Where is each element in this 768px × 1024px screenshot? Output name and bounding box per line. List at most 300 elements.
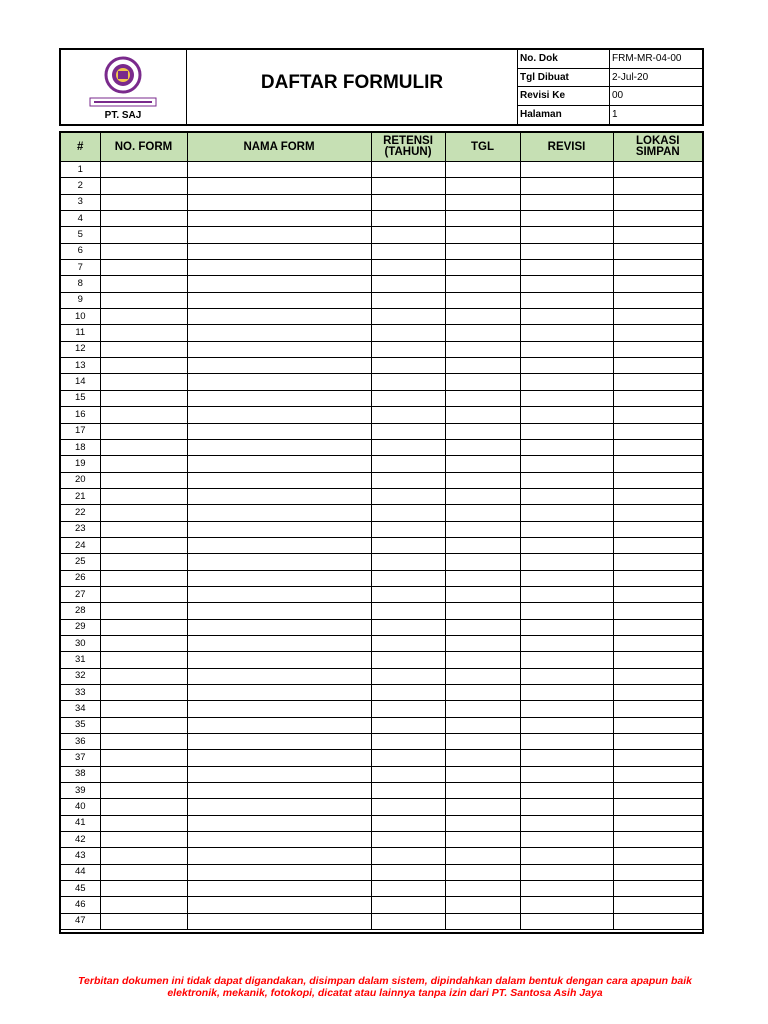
table-row xyxy=(61,750,702,766)
table-row xyxy=(61,766,702,782)
table-row xyxy=(61,832,702,848)
table-cell xyxy=(445,488,520,504)
meta-value: 1 xyxy=(612,108,618,120)
table-cell xyxy=(187,815,371,831)
document-header xyxy=(59,48,704,126)
row-number: 31 xyxy=(61,652,100,668)
table-cell xyxy=(100,668,187,684)
table-cell xyxy=(613,750,702,766)
table-cell xyxy=(371,570,445,586)
table-cell xyxy=(100,407,187,423)
row-number: 43 xyxy=(61,848,100,864)
table-cell xyxy=(445,211,520,227)
table-cell xyxy=(613,341,702,357)
table-cell xyxy=(187,570,371,586)
table-cell xyxy=(520,390,613,406)
table-cell xyxy=(520,309,613,325)
table-cell xyxy=(371,619,445,635)
table-cell xyxy=(520,635,613,651)
table-cell xyxy=(520,848,613,864)
table-cell xyxy=(100,537,187,553)
table-row xyxy=(61,178,702,194)
table-cell xyxy=(187,685,371,701)
table-cell xyxy=(445,783,520,799)
table-cell xyxy=(445,423,520,439)
table-row xyxy=(61,472,702,488)
table-cell xyxy=(187,603,371,619)
table-cell xyxy=(520,456,613,472)
table-cell xyxy=(613,260,702,276)
table-cell xyxy=(100,554,187,570)
table-cell xyxy=(520,619,613,635)
document-meta xyxy=(518,50,702,124)
row-number: 25 xyxy=(61,554,100,570)
table-cell xyxy=(613,668,702,684)
table-cell xyxy=(371,750,445,766)
table-cell xyxy=(520,864,613,880)
table-cell xyxy=(520,815,613,831)
table-cell xyxy=(371,832,445,848)
table-cell xyxy=(187,505,371,521)
table-cell xyxy=(520,505,613,521)
table-cell xyxy=(520,276,613,292)
table-cell xyxy=(613,178,702,194)
row-number: 1 xyxy=(61,162,100,178)
company-logo xyxy=(88,56,158,108)
table-cell xyxy=(371,586,445,602)
row-number: 27 xyxy=(61,586,100,602)
table-cell xyxy=(613,292,702,308)
row-number: 13 xyxy=(61,358,100,374)
table-cell xyxy=(187,864,371,880)
table-cell xyxy=(371,685,445,701)
table-cell xyxy=(613,162,702,178)
table-cell xyxy=(520,766,613,782)
table-cell xyxy=(445,292,520,308)
table-cell xyxy=(187,832,371,848)
table-cell xyxy=(520,488,613,504)
table-cell xyxy=(371,292,445,308)
table-cell xyxy=(371,423,445,439)
meta-label: No. Dok xyxy=(518,50,610,68)
table-cell xyxy=(613,505,702,521)
table-cell xyxy=(187,243,371,259)
table-cell xyxy=(371,358,445,374)
table-cell xyxy=(613,815,702,831)
table-cell xyxy=(445,750,520,766)
table-cell xyxy=(613,439,702,455)
table-cell xyxy=(187,913,371,929)
table-row xyxy=(61,292,702,308)
row-number: 12 xyxy=(61,341,100,357)
meta-value: 2-Jul-20 xyxy=(612,71,649,83)
table-cell xyxy=(445,227,520,243)
table-cell xyxy=(371,178,445,194)
row-number: 29 xyxy=(61,619,100,635)
table-cell xyxy=(520,341,613,357)
column-header: NO. FORM xyxy=(100,133,187,162)
row-number: 41 xyxy=(61,815,100,831)
table-cell xyxy=(520,570,613,586)
table-cell xyxy=(445,505,520,521)
table-cell xyxy=(613,783,702,799)
table-cell xyxy=(520,783,613,799)
row-number: 28 xyxy=(61,603,100,619)
table-cell xyxy=(520,881,613,897)
meta-value: 00 xyxy=(612,90,624,101)
row-number: 38 xyxy=(61,766,100,782)
table-cell xyxy=(613,603,702,619)
table-row xyxy=(61,439,702,455)
table-row xyxy=(61,521,702,537)
table-cell xyxy=(613,734,702,750)
table-cell xyxy=(520,685,613,701)
table-cell xyxy=(371,243,445,259)
table-cell xyxy=(100,570,187,586)
table-cell xyxy=(520,554,613,570)
table-cell xyxy=(100,358,187,374)
meta-label: Revisi Ke xyxy=(518,87,610,105)
table-cell xyxy=(100,423,187,439)
row-number: 30 xyxy=(61,635,100,651)
table-cell xyxy=(520,734,613,750)
meta-row xyxy=(518,106,702,125)
table-row xyxy=(61,211,702,227)
table-cell xyxy=(100,374,187,390)
table-cell xyxy=(613,635,702,651)
table-cell xyxy=(187,635,371,651)
table-cell xyxy=(100,619,187,635)
table-cell xyxy=(100,815,187,831)
table-cell xyxy=(613,864,702,880)
table-row xyxy=(61,864,702,880)
table-row xyxy=(61,783,702,799)
column-header: REVISI xyxy=(520,133,613,162)
table-cell xyxy=(371,783,445,799)
row-number: 42 xyxy=(61,832,100,848)
row-number: 9 xyxy=(61,292,100,308)
table-cell xyxy=(187,472,371,488)
column-header: TGL xyxy=(445,133,520,162)
table-cell xyxy=(187,619,371,635)
table-cell xyxy=(445,162,520,178)
table-cell xyxy=(613,701,702,717)
table-row xyxy=(61,799,702,815)
table-cell xyxy=(445,309,520,325)
table-cell xyxy=(520,913,613,929)
table-cell xyxy=(445,635,520,651)
table-cell xyxy=(371,668,445,684)
table-cell xyxy=(613,390,702,406)
table-cell xyxy=(100,750,187,766)
company-name: PT. SAJ xyxy=(104,110,142,121)
row-number: 46 xyxy=(61,897,100,913)
table-cell xyxy=(371,734,445,750)
table-cell xyxy=(371,456,445,472)
meta-row xyxy=(518,69,702,88)
table-cell xyxy=(100,913,187,929)
table-cell xyxy=(100,227,187,243)
table-cell xyxy=(613,472,702,488)
table-cell xyxy=(613,423,702,439)
table-cell xyxy=(445,456,520,472)
row-number: 47 xyxy=(61,913,100,929)
table-cell xyxy=(520,423,613,439)
table-cell xyxy=(100,178,187,194)
table-cell xyxy=(520,325,613,341)
table-cell xyxy=(445,652,520,668)
table-cell xyxy=(520,439,613,455)
row-number: 15 xyxy=(61,390,100,406)
row-number: 14 xyxy=(61,374,100,390)
table-cell xyxy=(187,701,371,717)
table-cell xyxy=(445,815,520,831)
table-cell xyxy=(371,374,445,390)
table-cell xyxy=(100,390,187,406)
table-cell xyxy=(445,668,520,684)
table-cell xyxy=(371,439,445,455)
table-cell xyxy=(445,619,520,635)
row-number: 10 xyxy=(61,309,100,325)
table-cell xyxy=(100,194,187,210)
table-cell xyxy=(187,897,371,913)
table-cell xyxy=(187,407,371,423)
table-cell xyxy=(187,423,371,439)
table-cell xyxy=(613,832,702,848)
table-cell xyxy=(520,897,613,913)
table-cell xyxy=(613,685,702,701)
table-row xyxy=(61,881,702,897)
row-number: 22 xyxy=(61,505,100,521)
table-cell xyxy=(445,325,520,341)
meta-label: Halaman xyxy=(518,106,610,125)
row-number: 7 xyxy=(61,260,100,276)
table-row xyxy=(61,309,702,325)
table-cell xyxy=(187,652,371,668)
table-row xyxy=(61,194,702,210)
table-cell xyxy=(371,815,445,831)
table-cell xyxy=(613,194,702,210)
table-cell xyxy=(613,570,702,586)
table-cell xyxy=(613,848,702,864)
table-cell xyxy=(100,162,187,178)
table-row xyxy=(61,619,702,635)
table-row xyxy=(61,374,702,390)
row-number: 36 xyxy=(61,734,100,750)
table-cell xyxy=(613,211,702,227)
table-cell xyxy=(100,635,187,651)
table-cell xyxy=(187,292,371,308)
table-cell xyxy=(613,276,702,292)
table-row xyxy=(61,407,702,423)
table-cell xyxy=(187,162,371,178)
row-number: 40 xyxy=(61,799,100,815)
table-cell xyxy=(100,783,187,799)
table-cell xyxy=(100,603,187,619)
table-cell xyxy=(187,178,371,194)
table-cell xyxy=(445,766,520,782)
table-cell xyxy=(187,750,371,766)
table-cell xyxy=(613,766,702,782)
table-cell xyxy=(371,521,445,537)
table-cell xyxy=(613,488,702,504)
row-number: 16 xyxy=(61,407,100,423)
table-row xyxy=(61,390,702,406)
table-cell xyxy=(445,276,520,292)
table-cell xyxy=(520,407,613,423)
table-cell xyxy=(520,832,613,848)
table-cell xyxy=(445,472,520,488)
table-row xyxy=(61,456,702,472)
table-cell xyxy=(187,848,371,864)
table-cell xyxy=(371,897,445,913)
table-cell xyxy=(371,390,445,406)
table-cell xyxy=(613,881,702,897)
row-number: 21 xyxy=(61,488,100,504)
row-number: 24 xyxy=(61,537,100,553)
table-cell xyxy=(371,537,445,553)
table-cell xyxy=(371,488,445,504)
table-cell xyxy=(520,717,613,733)
meta-label: Tgl Dibuat xyxy=(518,69,610,87)
column-header: # xyxy=(61,133,100,162)
table-cell xyxy=(187,734,371,750)
table-cell xyxy=(371,211,445,227)
table-row xyxy=(61,652,702,668)
table-cell xyxy=(187,554,371,570)
table-cell xyxy=(187,194,371,210)
table-cell xyxy=(371,717,445,733)
table-row xyxy=(61,897,702,913)
table-row xyxy=(61,734,702,750)
table-row xyxy=(61,243,702,259)
table-cell xyxy=(187,521,371,537)
table-cell xyxy=(520,701,613,717)
table-row xyxy=(61,488,702,504)
meta-value: FRM-MR-04-00 xyxy=(612,53,682,64)
row-number: 44 xyxy=(61,864,100,880)
table-cell xyxy=(520,292,613,308)
column-header: RETENSI (TAHUN) xyxy=(371,133,445,162)
table-cell xyxy=(613,309,702,325)
table-cell xyxy=(520,472,613,488)
table-cell xyxy=(520,750,613,766)
table-cell xyxy=(613,407,702,423)
table-cell xyxy=(100,766,187,782)
row-number: 3 xyxy=(61,194,100,210)
form-list-table xyxy=(59,131,704,934)
table-cell xyxy=(520,178,613,194)
table-cell xyxy=(445,913,520,929)
table-cell xyxy=(445,586,520,602)
table-cell xyxy=(187,276,371,292)
table-row xyxy=(61,227,702,243)
document-title: DAFTAR FORMULIR xyxy=(187,50,518,124)
table-cell xyxy=(371,260,445,276)
table-cell xyxy=(371,766,445,782)
table-cell xyxy=(371,635,445,651)
table-cell xyxy=(100,848,187,864)
column-header: NAMA FORM xyxy=(187,133,371,162)
footer-line-1: Terbitan dokumen ini tidak dapat digandakan, disimpan dalam sistem, dipindahkan dalam bentuk dengan cara apapun baik xyxy=(78,975,692,987)
table-cell xyxy=(100,505,187,521)
table-cell xyxy=(100,325,187,341)
table-cell xyxy=(371,652,445,668)
row-number: 20 xyxy=(61,472,100,488)
table-cell xyxy=(613,619,702,635)
table-cell xyxy=(100,685,187,701)
table-cell xyxy=(187,717,371,733)
table-cell xyxy=(100,717,187,733)
table-cell xyxy=(445,390,520,406)
table-cell xyxy=(520,521,613,537)
table-cell xyxy=(520,537,613,553)
table-cell xyxy=(445,701,520,717)
table-cell xyxy=(371,848,445,864)
table-cell xyxy=(100,488,187,504)
table-cell xyxy=(613,554,702,570)
table-cell xyxy=(445,178,520,194)
row-number: 34 xyxy=(61,701,100,717)
table-cell xyxy=(520,162,613,178)
table-cell xyxy=(613,358,702,374)
table-cell xyxy=(187,668,371,684)
table-cell xyxy=(445,243,520,259)
row-number: 11 xyxy=(61,325,100,341)
table-cell xyxy=(520,668,613,684)
table-cell xyxy=(371,309,445,325)
table-cell xyxy=(520,227,613,243)
table-row xyxy=(61,668,702,684)
table-cell xyxy=(445,832,520,848)
table-cell xyxy=(613,227,702,243)
table-row xyxy=(61,325,702,341)
table-cell xyxy=(371,701,445,717)
table-cell xyxy=(445,881,520,897)
table-cell xyxy=(445,439,520,455)
table-cell xyxy=(520,374,613,390)
table-cell xyxy=(371,162,445,178)
table-cell xyxy=(100,832,187,848)
table-cell xyxy=(100,734,187,750)
table-row xyxy=(61,717,702,733)
table-cell xyxy=(371,554,445,570)
table-cell xyxy=(100,341,187,357)
table-cell xyxy=(100,456,187,472)
table-row xyxy=(61,358,702,374)
table-cell xyxy=(613,717,702,733)
table-row xyxy=(61,423,702,439)
table-cell xyxy=(445,897,520,913)
table-cell xyxy=(445,407,520,423)
table-cell xyxy=(100,243,187,259)
meta-row xyxy=(518,50,702,69)
table-cell xyxy=(187,488,371,504)
table-cell xyxy=(520,586,613,602)
table-cell xyxy=(445,537,520,553)
table-cell xyxy=(613,799,702,815)
table-cell xyxy=(100,799,187,815)
table-cell xyxy=(100,439,187,455)
table-row xyxy=(61,848,702,864)
table-cell xyxy=(371,913,445,929)
table-cell xyxy=(520,652,613,668)
row-number: 26 xyxy=(61,570,100,586)
table-cell xyxy=(187,799,371,815)
table-cell xyxy=(445,799,520,815)
table-row xyxy=(61,913,702,929)
row-number: 32 xyxy=(61,668,100,684)
